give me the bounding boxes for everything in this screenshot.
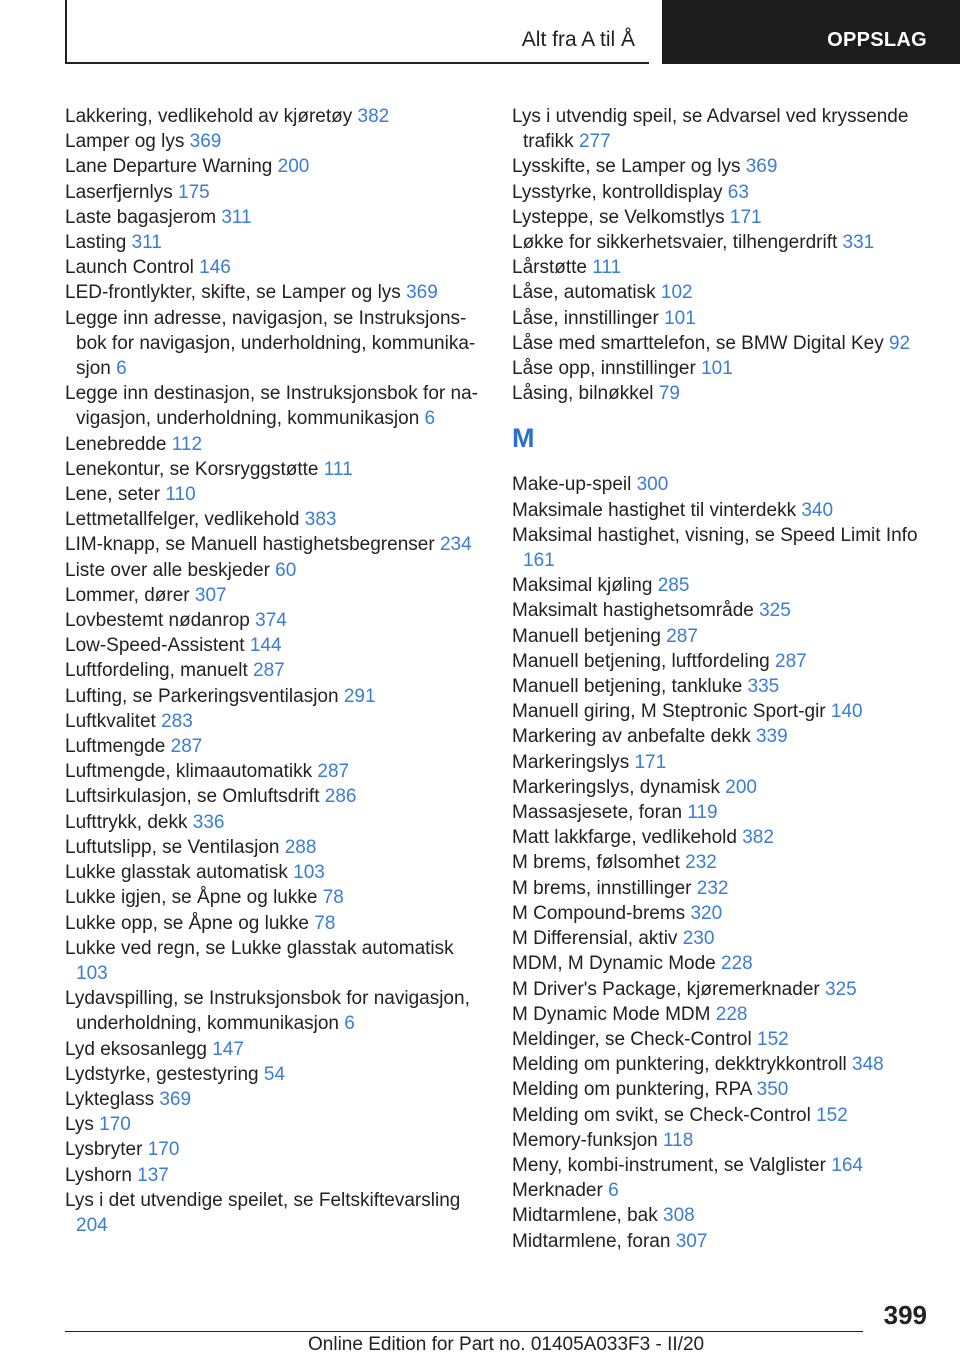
page-header xyxy=(65,0,960,64)
index-entry xyxy=(65,1062,485,1087)
index-entry-term: Løkke for sikkerhetsvaier, tilhengerdrift xyxy=(512,232,838,254)
index-page-link[interactable]: 287 xyxy=(253,660,285,682)
index-entry-term: Lukke ved regn, se Lukke glasstak automatisk xyxy=(65,937,454,959)
index-page-link[interactable]: 170 xyxy=(99,1114,131,1136)
index-entry xyxy=(512,1203,932,1228)
index-page-link[interactable]: 152 xyxy=(816,1104,848,1126)
index-page-link[interactable]: 175 xyxy=(178,181,210,203)
index-entry-term: M brems, følsomhet xyxy=(512,852,680,874)
index-page-link[interactable]: 102 xyxy=(660,282,693,304)
index-page-link[interactable]: 60 xyxy=(275,559,297,581)
index-page-link[interactable]: 307 xyxy=(675,1230,708,1252)
index-entry-term: Legge inn adresse, navigasjon, se Instruksjonsbok for navigasjon, underholdning, kommunikasjon xyxy=(65,307,476,380)
index-page-link[interactable]: 164 xyxy=(831,1154,863,1176)
index-entry xyxy=(65,633,485,658)
index-entry xyxy=(65,709,485,734)
index-entry-term: Lys i utvendig speil, se Advarsel ved kryssende trafikk xyxy=(512,106,909,153)
index-entry xyxy=(65,280,485,305)
index-page-link[interactable]: 287 xyxy=(775,650,807,672)
index-entry xyxy=(512,498,932,523)
index-entry xyxy=(512,472,932,497)
index-entry-term: Lene, seter xyxy=(65,484,161,506)
index-entry xyxy=(512,724,932,749)
index-entry xyxy=(65,608,485,633)
page-number: 399 xyxy=(883,1300,927,1330)
index-entry xyxy=(65,759,485,784)
index-page-link[interactable]: 103 xyxy=(76,962,108,984)
index-entry-term: Lettmetallfelger, vedlikehold xyxy=(65,509,300,531)
index-entry xyxy=(65,784,485,809)
index-entry xyxy=(512,306,932,331)
index-page-link[interactable]: 170 xyxy=(147,1139,180,1161)
index-page-link[interactable]: 287 xyxy=(170,736,203,758)
index-entry-term: Lysbryter xyxy=(65,1139,143,1161)
index-entry-term: Lysteppe, se Velkomstlys xyxy=(512,206,725,228)
index-entry-term: LED-frontlykter, skifte, se Lamper og lys xyxy=(65,282,401,304)
index-entry xyxy=(65,381,485,431)
index-entry xyxy=(512,977,932,1002)
index-page-link[interactable]: 118 xyxy=(663,1129,694,1151)
index-entry xyxy=(512,825,932,850)
index-entry xyxy=(512,1153,932,1178)
index-page-link[interactable]: 146 xyxy=(199,257,231,279)
index-entry-term: Maksimal kjøling xyxy=(512,575,653,597)
index-entry xyxy=(65,104,485,129)
index-page-link[interactable]: 307 xyxy=(194,584,227,606)
index-page-link[interactable]: 6 xyxy=(344,1013,355,1035)
index-entry xyxy=(65,255,485,280)
index-entry xyxy=(512,1027,932,1052)
index-page-link[interactable]: 234 xyxy=(439,534,472,556)
index-entry xyxy=(65,154,485,179)
index-entry-term: Låsing, bilnøkkel xyxy=(512,383,654,405)
index-page-link[interactable]: 103 xyxy=(293,862,325,884)
index-entry xyxy=(512,850,932,875)
index-page-link[interactable]: 369 xyxy=(159,1088,192,1110)
index-entry-term: Låse med smarttelefon, se BMW Digital Key xyxy=(512,332,884,354)
index-entry xyxy=(512,523,932,573)
index-entry-term: Lovbestemt nødanrop xyxy=(65,610,250,632)
index-entry xyxy=(65,457,485,482)
index-entry xyxy=(512,356,932,381)
index-page-link[interactable]: 382 xyxy=(742,827,774,849)
index-page-link[interactable]: 382 xyxy=(357,106,390,127)
index-page-link[interactable]: 285 xyxy=(657,575,690,597)
index-entry xyxy=(512,1128,932,1153)
index-entry xyxy=(65,885,485,910)
index-entry xyxy=(65,684,485,709)
index-page-link[interactable]: 288 xyxy=(284,836,317,858)
index-page-link[interactable]: 311 xyxy=(221,206,252,228)
index-entry-term: M brems, innstillinger xyxy=(512,877,692,899)
index-entry-term: Lufttrykk, dekk xyxy=(65,811,188,833)
index-page-link[interactable]: 383 xyxy=(304,509,337,531)
index-page-link[interactable]: 137 xyxy=(137,1164,169,1186)
index-entry xyxy=(512,1077,932,1102)
index-page-link[interactable]: 200 xyxy=(725,776,757,798)
index-page-link[interactable]: 161 xyxy=(523,550,555,572)
index-page-link[interactable]: 283 xyxy=(161,710,193,732)
index-entry-term: Luftsirkulasjon, se Omluftsdrift xyxy=(65,786,320,808)
index-page-link[interactable]: 230 xyxy=(682,928,715,950)
header-section-tab xyxy=(662,0,960,64)
index-page-link[interactable]: 92 xyxy=(888,332,911,354)
index-page-link[interactable]: 348 xyxy=(852,1054,884,1076)
index-entry xyxy=(65,1112,485,1137)
index-page-link[interactable]: 369 xyxy=(406,282,438,304)
index-page-link[interactable]: 110 xyxy=(165,484,196,506)
index-page-link[interactable]: 325 xyxy=(825,978,857,1000)
index-entry xyxy=(512,280,932,305)
index-page-link[interactable]: 369 xyxy=(189,131,222,153)
index-entry-term: Maksimal hastighet, visning, se Speed Limit Info xyxy=(512,524,918,546)
index-entry xyxy=(512,205,932,230)
index-entry xyxy=(512,750,932,775)
index-entry xyxy=(512,1002,932,1027)
index-entry xyxy=(512,674,932,699)
index-entry-term: Luftkvalitet xyxy=(65,710,156,732)
index-entry-term: Lenekontur, se Korsryggstøtte xyxy=(65,458,319,480)
index-entry xyxy=(512,381,932,406)
index-entry xyxy=(512,775,932,800)
index-entry-term: Manuell betjening xyxy=(512,625,661,647)
index-page-link[interactable]: 6 xyxy=(608,1180,619,1202)
index-page-link[interactable]: 78 xyxy=(314,912,336,934)
index-entry-term: Liste over alle beskjeder xyxy=(65,559,270,581)
index-page-link[interactable]: 340 xyxy=(801,499,834,521)
index-entry-term: Midtarmlene, bak xyxy=(512,1205,658,1227)
index-page-link[interactable]: 228 xyxy=(715,1003,748,1025)
index-entry-term: Lykteglass xyxy=(65,1088,155,1110)
footer-edition-text: Online Edition for Part no. 01405A033F3 - II/20 xyxy=(308,1334,705,1355)
index-entry xyxy=(65,230,485,255)
index-entry-term: Low-Speed-Assistent xyxy=(65,635,245,657)
index-entry xyxy=(512,331,932,356)
index-page-link[interactable]: 335 xyxy=(747,676,780,698)
index-page-link[interactable]: 204 xyxy=(76,1214,108,1236)
index-page-link[interactable]: 112 xyxy=(171,433,203,455)
index-entry-term: Markeringslys, dynamisk xyxy=(512,776,720,798)
index-entry-term: Lys i det utvendige speilet, se Feltskiftevarsling xyxy=(65,1189,461,1211)
index-entry xyxy=(512,1229,932,1254)
index-entry xyxy=(512,901,932,926)
index-entry-term: Laste bagasjerom xyxy=(65,206,217,228)
index-entry-term: Lufting, se Parkeringsventilasjon xyxy=(65,685,339,707)
index-entry-term: Lasting xyxy=(65,232,127,254)
index-page-link[interactable]: 286 xyxy=(324,786,357,808)
header-section-label: OPPSLAG xyxy=(827,29,927,51)
index-entry-term: Lydstyrke, gestestyring xyxy=(65,1063,259,1085)
index-entry xyxy=(512,800,932,825)
index-page-link[interactable]: 291 xyxy=(343,685,376,707)
index-entry xyxy=(512,1052,932,1077)
index-page-link[interactable]: 6 xyxy=(424,408,436,430)
index-entry-term: Manuell betjening, luftfordeling xyxy=(512,650,770,672)
index-entry xyxy=(65,205,485,230)
index-entry xyxy=(65,180,485,205)
index-page-link[interactable]: 78 xyxy=(322,887,344,909)
index-entry xyxy=(512,876,932,901)
index-entry-term: Make-up-speil xyxy=(512,474,632,496)
index-page-link[interactable]: 144 xyxy=(249,635,282,657)
index-page-link[interactable]: 200 xyxy=(277,156,310,178)
index-page-link[interactable]: 339 xyxy=(755,726,788,748)
index-entry-term: Lukke opp, se Åpne og lukke xyxy=(65,912,310,934)
index-entry-term: Melding om punktering, dekktrykkontroll xyxy=(512,1054,847,1076)
index-page-link[interactable]: 374 xyxy=(255,610,287,632)
index-entry xyxy=(512,699,932,724)
index-page-link[interactable]: 111 xyxy=(592,257,622,279)
header-title-box xyxy=(65,0,649,64)
index-entry-term: Lårstøtte xyxy=(512,257,587,279)
index-entry-term: Matt lakkfarge, vedlikehold xyxy=(512,827,737,849)
index-page-link[interactable]: 79 xyxy=(658,383,680,405)
index-entry xyxy=(65,1087,485,1112)
index-entry xyxy=(65,583,485,608)
index-entry-term: MDM, M Dynamic Mode xyxy=(512,953,716,975)
index-page-link[interactable]: 152 xyxy=(757,1028,789,1050)
index-entry-term: Manuell giring, M Steptronic Sport-gir xyxy=(512,701,826,723)
index-page-link[interactable]: 287 xyxy=(666,625,698,647)
index-entry xyxy=(512,230,932,255)
index-page-link[interactable]: 331 xyxy=(842,232,875,254)
index-entry xyxy=(65,658,485,683)
index-entry-term: Låse, automatisk xyxy=(512,282,656,304)
index-entry-term: Lyd eksosanlegg xyxy=(65,1038,207,1060)
index-page-link[interactable]: 140 xyxy=(830,701,863,723)
index-page-link[interactable]: 171 xyxy=(634,751,667,773)
index-entry-term: Maksimale hastighet til vinterdekk xyxy=(512,499,797,521)
index-entry xyxy=(65,835,485,860)
index-column-left xyxy=(65,104,485,1238)
index-entry-term: LIM-knapp, se Manuell hastighetsbegrenser xyxy=(65,534,435,556)
index-entry-term: Lakkering, vedlikehold av kjøretøy xyxy=(65,106,353,127)
index-page-link[interactable]: 54 xyxy=(263,1063,286,1085)
index-entry xyxy=(512,573,932,598)
index-entry-term: Meldinger, se Check-Control xyxy=(512,1028,752,1050)
index-page-link[interactable]: 277 xyxy=(578,131,611,153)
index-entry xyxy=(512,951,932,976)
index-entry xyxy=(512,649,932,674)
index-page-link[interactable]: 6 xyxy=(116,358,127,380)
index-entry xyxy=(65,860,485,885)
index-entry-term: Melding om punktering, RPA xyxy=(512,1079,752,1101)
index-entry xyxy=(65,1163,485,1188)
index-entry xyxy=(65,936,485,986)
index-entry-term: M Driver's Package, kjøremerknader xyxy=(512,978,820,1000)
index-entry-term: Laserfjernlys xyxy=(65,181,173,203)
index-page-link[interactable]: 232 xyxy=(696,877,729,899)
index-page-link[interactable]: 101 xyxy=(664,307,696,329)
index-entry xyxy=(65,482,485,507)
index-entry-term: Markering av anbefalte dekk xyxy=(512,726,751,748)
index-entry xyxy=(65,1037,485,1062)
index-entry xyxy=(65,306,485,382)
index-entry xyxy=(65,507,485,532)
index-entry xyxy=(65,810,485,835)
index-entry xyxy=(65,734,485,759)
index-entry-term: Legge inn destinasjon, se Instruksjonsbok for navigasjon, underholdning, kommunikasjon xyxy=(65,383,478,430)
index-page-link[interactable]: 119 xyxy=(687,802,718,824)
index-entry-term: Luftfordeling, manuelt xyxy=(65,660,248,682)
index-entry-term: Lukke igjen, se Åpne og lukke xyxy=(65,887,318,909)
index-page-link[interactable]: 325 xyxy=(759,600,791,622)
index-entry-term: Manuell betjening, tankluke xyxy=(512,676,743,698)
index-entry-term: Meny, kombi-instrument, se Valglister xyxy=(512,1154,826,1176)
index-entry-term: Lysstyrke, kontrolldisplay xyxy=(512,181,723,203)
index-entry-term: Midtarmlene, foran xyxy=(512,1230,671,1252)
index-entry-term: Luftmengde, klimaautomatikk xyxy=(65,761,313,783)
index-group-l xyxy=(512,104,932,406)
index-entry xyxy=(65,558,485,583)
index-page-link[interactable]: 369 xyxy=(745,156,778,178)
index-entry-term: M Compound-brems xyxy=(512,902,686,924)
index-group-m xyxy=(512,472,932,1253)
index-entry-term: Luftmengde xyxy=(65,736,166,758)
index-page-link[interactable]: 147 xyxy=(212,1038,244,1060)
index-column-right xyxy=(512,104,932,1254)
index-page-link[interactable]: 311 xyxy=(131,232,162,254)
index-page-link[interactable]: 101 xyxy=(701,358,733,380)
index-entry xyxy=(512,598,932,623)
index-page-link[interactable]: 111 xyxy=(323,458,353,480)
index-entry-term: Memory-funksjon xyxy=(512,1129,658,1151)
index-entry xyxy=(65,1137,485,1162)
index-entry-term: Låse opp, innstillinger xyxy=(512,358,696,380)
index-entry xyxy=(512,255,932,280)
index-entry-term: Lane Departure Warning xyxy=(65,156,273,178)
index-entry-term: Markeringslys xyxy=(512,751,630,773)
index-entry xyxy=(512,1178,932,1203)
index-page-link[interactable]: 287 xyxy=(317,761,350,783)
index-page-link[interactable]: 300 xyxy=(636,474,669,496)
index-page-link[interactable]: 336 xyxy=(192,811,225,833)
index-entry xyxy=(512,926,932,951)
index-entry xyxy=(65,432,485,457)
index-entry-term: Lommer, dører xyxy=(65,584,190,606)
index-entry-term: Låse, innstillinger xyxy=(512,307,659,329)
index-entry-term: M Differensial, aktiv xyxy=(512,928,678,950)
index-entry xyxy=(65,532,485,557)
index-page-link[interactable]: 308 xyxy=(663,1205,695,1227)
index-entry-term: Lydavspilling, se Instruksjonsbok for navigasjon, underholdning, kommunikasjon xyxy=(65,988,470,1035)
index-page-link[interactable]: 232 xyxy=(685,852,717,874)
footer-divider xyxy=(65,1331,863,1332)
index-entry xyxy=(512,624,932,649)
section-letter-heading: M xyxy=(512,423,535,454)
index-entry-term: Lamper og lys xyxy=(65,131,185,153)
index-entry-term: Launch Control xyxy=(65,257,194,279)
index-entry xyxy=(512,1103,932,1128)
index-entry-term: M Dynamic Mode MDM xyxy=(512,1003,711,1025)
index-page-link[interactable]: 63 xyxy=(727,181,749,203)
index-entry-term: Massasjesete, foran xyxy=(512,802,683,824)
index-page-link[interactable]: 320 xyxy=(690,902,723,924)
index-entry xyxy=(65,129,485,154)
index-entry xyxy=(65,1188,485,1238)
index-entry xyxy=(65,986,485,1036)
index-page-link[interactable]: 350 xyxy=(756,1079,789,1101)
index-entry-term: Maksimalt hastighetsområde xyxy=(512,600,754,622)
index-entry-term: Melding om svikt, se Check-Control xyxy=(512,1104,811,1126)
index-entry-term: Lysskifte, se Lamper og lys xyxy=(512,156,741,178)
index-entry-term: Luftutslipp, se Ventilasjon xyxy=(65,836,280,858)
index-entry xyxy=(512,180,932,205)
index-page-link[interactable]: 228 xyxy=(721,953,753,975)
index-page-link[interactable]: 171 xyxy=(729,206,762,228)
index-entry-term: Lyshorn xyxy=(65,1164,132,1186)
index-entry xyxy=(65,911,485,936)
index-entry-term: Lys xyxy=(65,1114,94,1136)
index-entry xyxy=(512,154,932,179)
index-entry-term: Lukke glasstak automatisk xyxy=(65,862,288,884)
index-entry-term: Lenebredde xyxy=(65,433,167,455)
index-entry-term: Merknader xyxy=(512,1180,603,1202)
header-title: Alt fra A til Å xyxy=(521,28,635,51)
index-entry xyxy=(512,104,932,154)
